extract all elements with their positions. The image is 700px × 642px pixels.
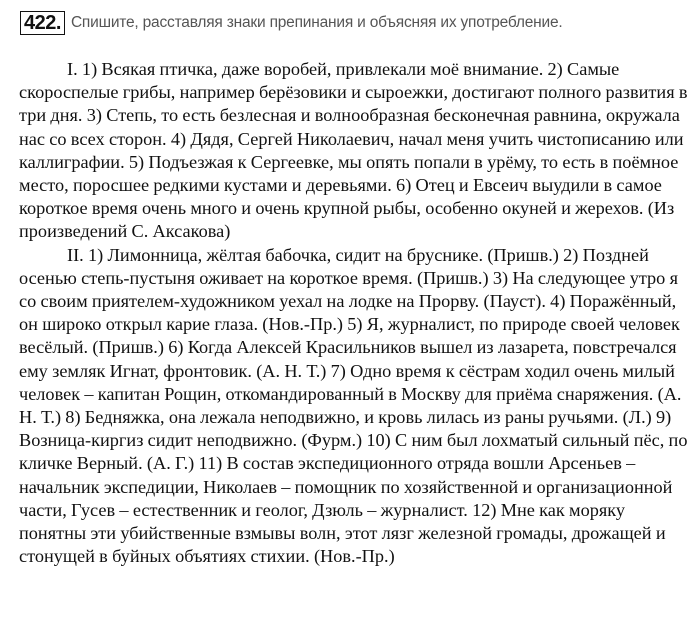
exercise-number: 422. [20, 11, 65, 35]
exercise-header [20, 10, 562, 36]
paragraph-part-1: I. 1) Всякая птичка, даже воробей, привлекали моё внимание. 2) Самые скороспелые грибы, например берёзовики и сыроежки, достигают полного развития в три дня. 3) Степь, то есть безлесная и волнообразная бесконечная равнина, окружала нас со всех сторон. 4) Дядя, Сергей Николаевич, начал меня учить чистописанию или каллиграфии. 5) Подъезжая к Сергеевке, мы опять попали в урёму, то есть в поёмное место, поросшее редкими кустами и деревьями. 6) Отец и Евсеич выудили в самое короткое время очень много и очень крупной рыбы, особенно окуней и жерехов. (Из произведений С. Аксакова) [19, 59, 688, 242]
exercise-body [19, 58, 691, 568]
paragraph-part-2: II. 1) Лимонница, жёлтая бабочка, сидит на бруснике. (Пришв.) 2) Поздней осенью степь-пустыня оживает на короткое время. (Пришв.) 3) На следующее утро я со своим приятелем-художником уехал на лодке на Прорву. (Пауст). 4) Поражённый, он широко открыл карие глаза. (Нов.-Пр.) 5) Я, журналист, по природе своей человек весёлый. (Пришв.) 6) Когда Алексей Красильников вышел из лазарета, повстречался ему земляк Игнат, фронтовик. (А. Н. Т.) 7) Одно время к сёстрам ходил очень милый человек – капитан Рощин, откомандированный в Москву для приёма снаряжения. (А. Н. Т.) 8) Бедняжка, она лежала неподвижно, и кровь лилась из раны ручьями. (Л.) 9) Возница-киргиз сидит неподвижно. (Фурм.) 10) С ним был лохматый сильный пёс, по кличке Верный. (А. Г.) 11) В состав экспедиционного отряда вошли Арсеньев – начальник экспедиции, Николаев – помощник по хозяйственной и организационной части, Гусев – естественник и геолог, Дзюль – журналист. 12) Мне как моряку понятны эти убийственные взмывы волн, этот лязг железной громады, дрожащей и стонущей в буйных объятиях стихии. (Нов.-Пр.) [19, 244, 688, 567]
exercise-instruction: Спишите, расставляя знаки препинания и объясняя их употребление. [70, 14, 563, 31]
